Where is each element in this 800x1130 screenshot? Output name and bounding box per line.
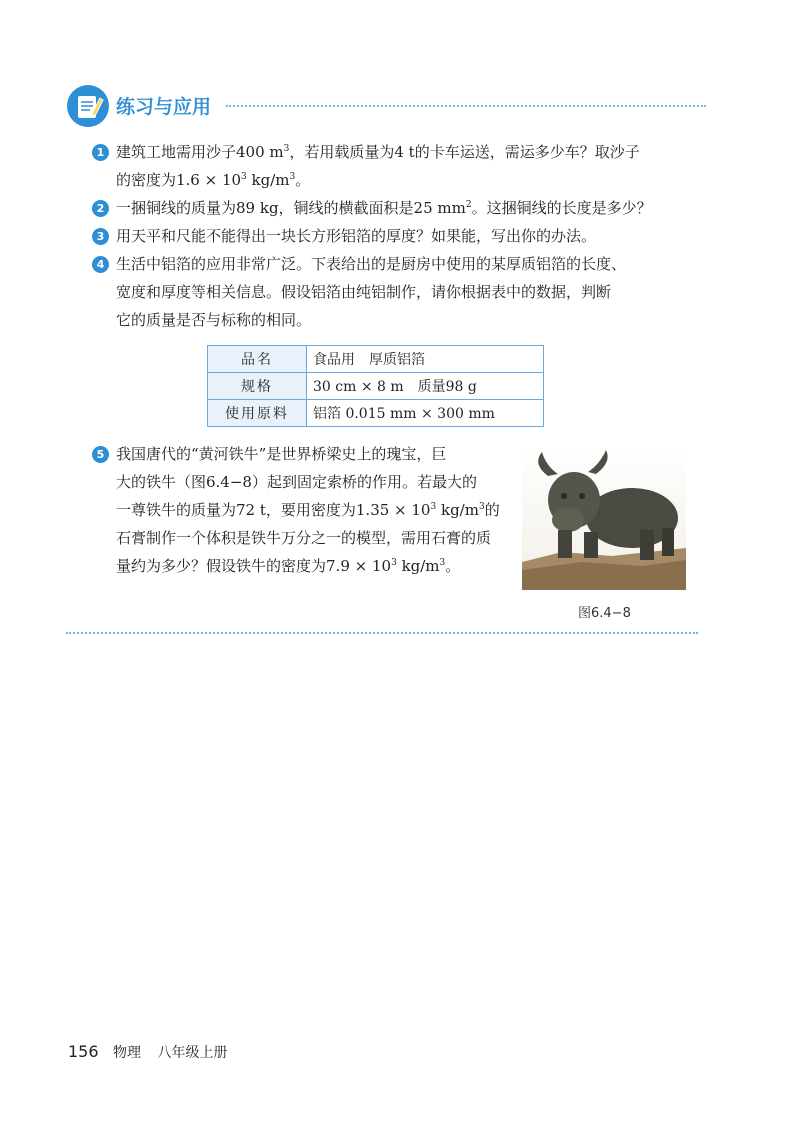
question-2 xyxy=(92,194,702,222)
header-divider xyxy=(226,105,706,107)
question-text: 一捆铜线的质量为89 kg，铜线的横截面积是25 $mm^2$。这捆铜线的长度是多少？ xyxy=(116,199,652,217)
book-volume: 八年级上册 xyxy=(157,1045,228,1061)
table-row xyxy=(208,373,544,400)
question-3 xyxy=(92,222,702,250)
question-text: 生活中铝箔的应用非常广泛。下表给出的是厨房中使用的某厚质铝箔的长度、 宽度和厚度等相关信息。假设铝箔由纯铝制作，请你根据表中的数据，判断 它的质量是否与标称的相同。 xyxy=(116,255,627,329)
question-number: 4 xyxy=(92,256,109,273)
table-row xyxy=(208,400,544,427)
question-number: 5 xyxy=(92,446,109,463)
table-value: 食品用 厚质铝箔 xyxy=(307,346,544,373)
page-footer xyxy=(68,1042,227,1062)
section-bottom-divider xyxy=(66,632,698,634)
table-label: 使用原料 xyxy=(208,400,307,427)
section-title: 练习与应用 xyxy=(116,96,212,118)
question-list xyxy=(92,138,702,334)
question-number: 2 xyxy=(92,200,109,217)
foil-spec-table xyxy=(207,345,544,427)
table-value: 30 cm × 8 m 质量98 g xyxy=(307,373,544,400)
table-value: 铝箔 0.015 mm × 300 mm xyxy=(307,400,544,427)
question-text: 我国唐代的“黄河铁牛”是世界桥梁史上的瑰宝，巨 大的铁牛（图6.4−8）起到固定索桥的作用。若最大的 一尊铁牛的质量为72 t，要用密度为$1.35 \times 10^3$ $kg/m^3$的 石膏制作一个体积是铁牛万分之一的模型，需用石膏的质 量约为多少？假设铁牛的密度为$7.9 \times 10^3$ $kg/m^3$。 xyxy=(116,445,500,575)
table-row xyxy=(208,346,544,373)
table-label: 品名 xyxy=(208,346,307,373)
question-text: 建筑工地需用沙子400 $m^3$，若用载质量为4 t的卡车运送，需运多少车？取沙子 的密度为$1.6 \times 10^3$ $kg/m^3$。 xyxy=(116,143,640,189)
figure-caption: 图6.4−8 xyxy=(578,606,631,621)
iron-ox-image xyxy=(522,444,686,590)
question-number: 1 xyxy=(92,144,109,161)
pencil-book-icon xyxy=(66,84,110,128)
section-header xyxy=(66,84,706,128)
book-title: 物理 xyxy=(113,1045,141,1061)
question-text: 用天平和尺能不能得出一块长方形铝箔的厚度？如果能，写出你的办法。 xyxy=(116,227,597,245)
page-number: 156 xyxy=(68,1042,99,1061)
question-number: 3 xyxy=(92,228,109,245)
question-1 xyxy=(92,138,702,194)
question-5 xyxy=(92,440,522,580)
table-label: 规格 xyxy=(208,373,307,400)
question-4 xyxy=(92,250,702,334)
